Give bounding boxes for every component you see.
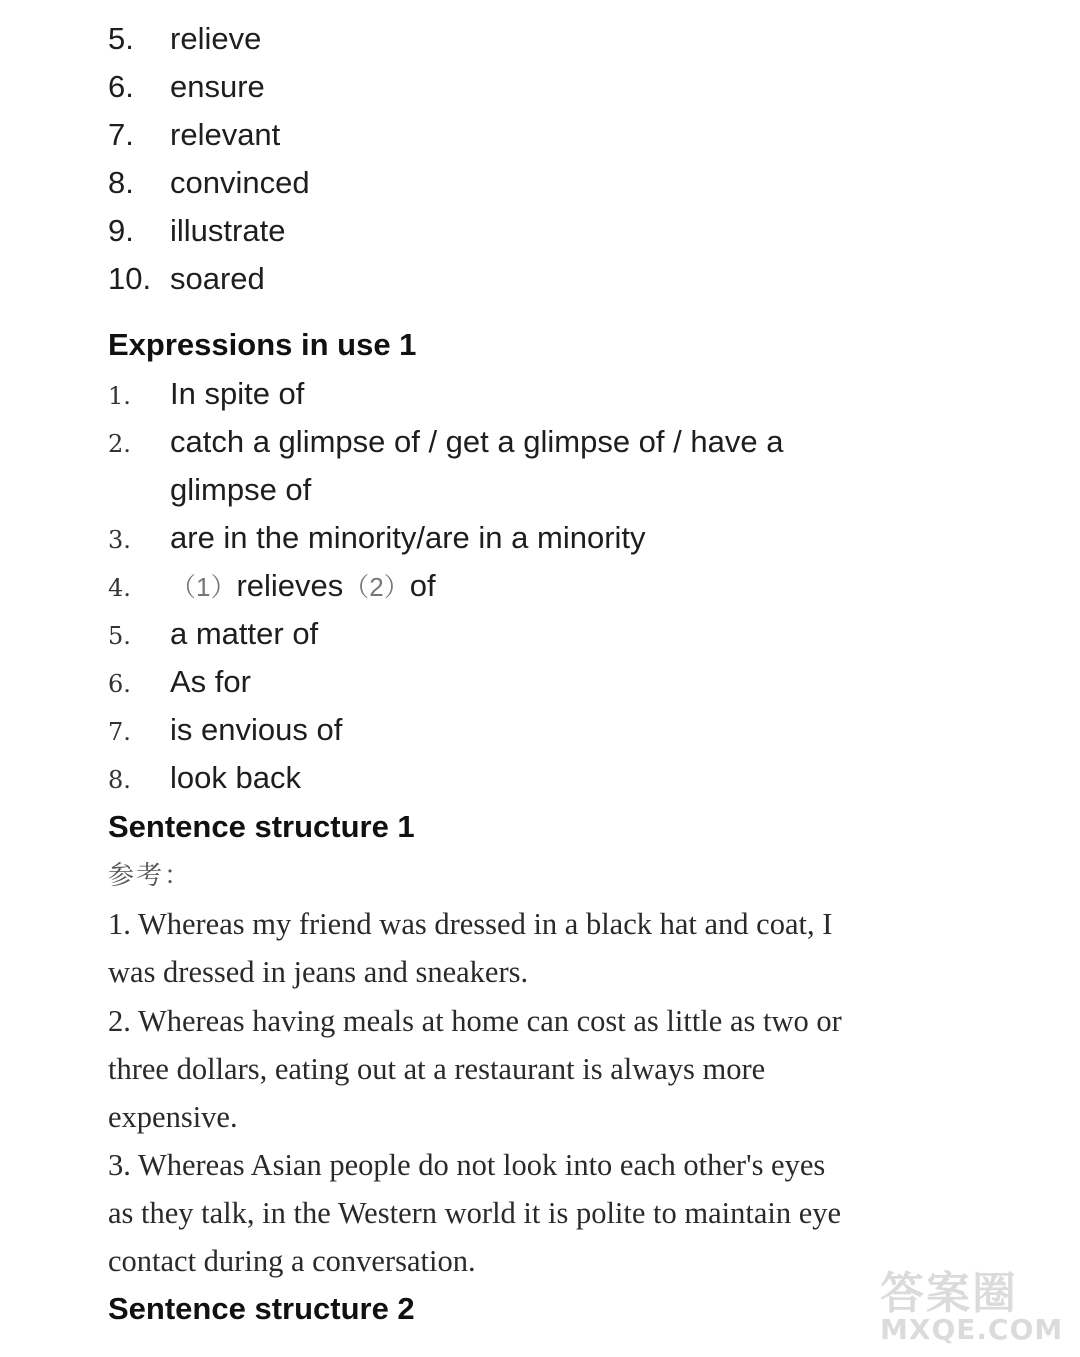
watermark-logo-text: 答案圈 [880,1268,1018,1319]
expression-item-5 [108,610,318,658]
sentence-line: as they talk, in the Western world it is polite to maintain eye [108,1196,842,1230]
sentence-line: three dollars, eating out at a restaurant is always more [108,1052,766,1086]
vocab-item-7 [108,111,280,159]
expression-item-4 [108,562,436,610]
item-text: relevant [170,117,281,152]
reference-label: 参考： [108,861,193,891]
site-watermark [880,1257,1070,1353]
expression-item-2 [108,418,783,466]
blank-answer-2: of [409,568,436,603]
item-number: 8. [108,766,131,794]
item-number: 5. [108,21,134,56]
expression-item-8 [108,754,301,802]
item-number: 10. [108,261,152,296]
item-number: 1. [108,382,131,410]
expression-item-1 [108,370,304,418]
sentence-line: was dressed in jeans and sneakers. [108,955,529,989]
blank-answer-1: relieves [236,568,344,603]
sentence-line: contact during a conversation. [108,1244,476,1278]
item-number: 6. [108,69,134,104]
item-text: soared [170,261,265,296]
vocab-item-8 [108,159,310,207]
blank-marker-2: （2） [343,572,410,602]
item-number: 8. [108,165,134,200]
item-text: In spite of [170,376,305,411]
sentence-line: 3. Whereas Asian people do not look into each other's eyes [108,1148,826,1182]
item-text: is envious of [170,712,343,747]
item-number: 5. [108,622,131,650]
watermark-domain: MXQE.COM [880,1313,1064,1346]
item-text: a matter of [170,616,319,651]
sentence-structure-1-heading: Sentence structure 1 [108,809,415,844]
item-text: ensure [170,69,265,104]
expressions-heading: Expressions in use 1 [108,327,417,362]
vocab-item-6 [108,63,265,111]
sentence-line: 1. Whereas my friend was dressed in a black hat and coat, I [108,907,833,941]
item-text: catch a glimpse of / get a glimpse of / have a [170,424,784,459]
expression-item-3 [108,514,646,562]
item-text: As for [170,664,251,699]
sentence-line: 2. Whereas having meals at home can cost as little as two or [108,1004,842,1038]
sentence-structure-2-heading: Sentence structure 2 [108,1291,415,1326]
vocab-item-5 [108,15,261,63]
item-number: 9. [108,213,134,248]
item-text: relieve [170,21,262,56]
item-number: 7. [108,718,131,746]
item-number: 4. [108,574,131,602]
vocab-item-9 [108,207,285,255]
item-number: 2. [108,430,131,458]
item-text: look back [170,760,301,795]
sentence-line: expensive. [108,1100,238,1134]
expression-item-2-continuation: glimpse of [170,472,312,507]
expression-item-7 [108,706,342,754]
item-text: convinced [170,165,310,200]
item-number: 6. [108,670,131,698]
item-number: 3. [108,526,131,554]
item-number: 7. [108,117,134,152]
blank-marker-1: （1） [170,572,237,602]
vocab-item-10 [108,255,265,303]
item-text: illustrate [170,213,286,248]
expression-item-6 [108,658,251,706]
item-text: are in the minority/are in a minority [170,520,646,555]
